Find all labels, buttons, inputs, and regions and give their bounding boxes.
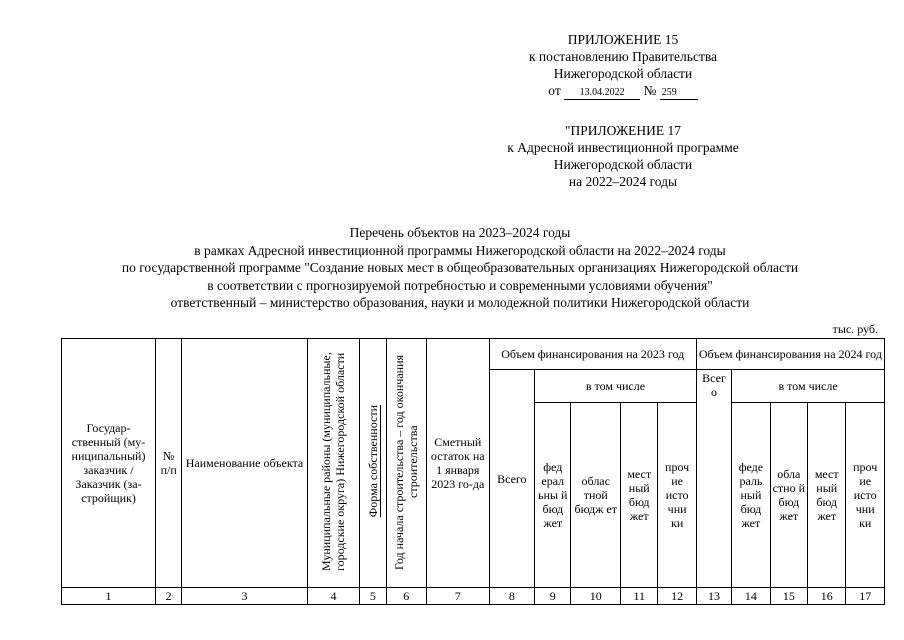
decree-date: 13.04.2022 [564,87,640,100]
header-regional-2024: обла стно й бюд жет [770,403,807,588]
column-number: 11 [621,588,658,605]
title-line-4: в соответствии с прогнозируемой потребностью и современными условиями обучения" [207,277,713,293]
document-title [60,224,860,312]
column-number: 9 [535,588,571,605]
title-line-1: Перечень объектов на 2023–2024 годы [349,225,571,240]
column-number: 6 [386,588,426,605]
column-number: 3 [182,588,307,605]
header-federal-2023: фед ерал ьны й бюд жет [535,403,571,588]
column-number: 2 [156,588,182,605]
header-including-2023: в том числе [535,370,697,403]
units-label: тыс. руб. [832,322,878,336]
header-regional-2023: облас тной бюдж ет [571,403,621,588]
column-number: 7 [426,588,489,605]
header-ownership-form-text: Форма собственности [365,405,380,518]
column-number: 4 [307,588,360,605]
header-construction-years-text: Год начала строительства – год окончания строительства [392,354,421,570]
objects-table [61,338,885,605]
title-line-2: в рамках Адресной инвестиционной программы Нижегородской области на 2022–2024 годы [194,242,726,258]
header-number: № п/п [156,339,182,588]
title-line-5: ответственный – министерство образования, науки и молодежной политики Нижегородской области [170,295,750,310]
header-customer: Государ-ственный (му-ниципальный) заказчик / Заказчик (за-стройщик) [62,339,156,588]
header-including-2024: в том числе [732,370,885,403]
appendix-15-region: Нижегородской области [553,66,693,81]
header-other-2023: проч ие исто чни ки [658,403,696,588]
column-number: 15 [770,588,807,605]
header-financing-2023: Объем финансирования на 2023 год [489,339,696,370]
title-line-3: по государственной программе "Создание новых мест в общеобразовательных организациях Нижегородской области [121,260,799,275]
appendix-17-header [470,122,776,190]
header-municipal-districts-text: Муниципальные районы (муниципальные, городские округа) Нижегородской области [319,352,348,571]
header-other-2024: проч ие исто чни ки [846,403,885,588]
column-number: 8 [489,588,534,605]
column-number: 14 [732,588,770,605]
header-municipal-districts [307,339,360,588]
column-number: 5 [360,588,386,605]
column-numbers-row [62,588,885,605]
header-total-2024: Всег о [696,370,731,588]
header-total-2023: Всего [489,370,534,588]
appendix-17-region: Нижегородской области [553,157,693,172]
decree-number: 259 [660,87,698,100]
appendix-17-ref: к Адресной инвестиционной программе [507,140,739,155]
header-financing-2024: Объем финансирования на 2024 год [696,339,884,370]
column-number: 13 [696,588,731,605]
header-object-name: Наименование объекта [182,339,307,588]
appendix-15-ref: к постановлению Правительства [528,49,718,64]
column-number: 12 [658,588,696,605]
header-local-2023: мест ный бюд жет [621,403,658,588]
column-number: 17 [846,588,885,605]
appendix-15-date-line [470,82,776,100]
header-construction-years [386,339,426,588]
appendix-15-title: ПРИЛОЖЕНИЕ 15 [567,32,679,47]
column-number: 1 [62,588,156,605]
header-local-2024: мест ный бюд жет [808,403,846,588]
column-number: 10 [571,588,621,605]
appendix-17-title: "ПРИЛОЖЕНИЕ 17 [564,123,682,138]
number-label: № [643,83,657,98]
header-estimate-balance: Сметный остаток на 1 января 2023 го-да [426,339,489,588]
column-number: 16 [808,588,846,605]
appendix-15-header [470,31,776,100]
appendix-17-years: на 2022–2024 годы [568,174,678,189]
header-federal-2024: феде раль ный бюд жет [732,403,770,588]
header-ownership-form [360,339,386,588]
from-label: от [548,83,561,98]
